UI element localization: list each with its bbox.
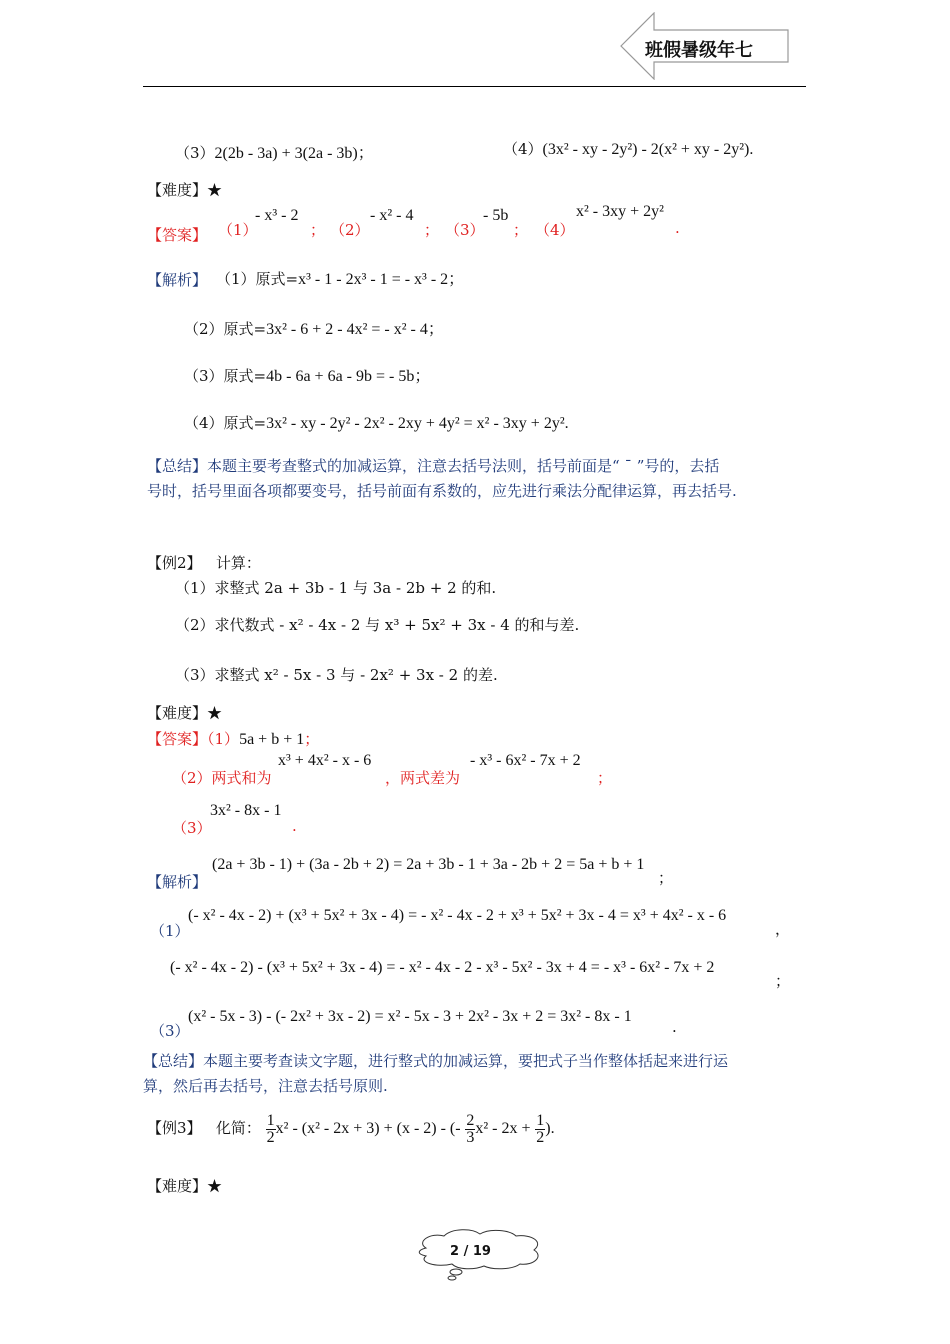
- ex1-answer-1: - x³ - 2: [255, 207, 299, 224]
- ex2-answer-2-label: （2）两式和为: [172, 769, 272, 787]
- separator: ；: [310, 221, 326, 239]
- ex2-analysis-2: (- x² - 4x - 2) - (x³ + 5x² + 3x - 4) = - x² - 4x - 2 - x³ - 5x² - 3x + 4 = - x³ - 6x² - 7x + 2: [170, 959, 715, 976]
- ex1-summary-line2: 号时，括号里面各项都要变号，括号前面有系数的，应先进行乘法分配律运算，再去括号.: [147, 482, 737, 500]
- ex1-analysis-label: 【解析】: [147, 271, 208, 289]
- ex1-answer-1-label: （1）: [218, 221, 258, 239]
- ex2-difficulty: 【难度】★: [147, 704, 223, 722]
- separator: .: [675, 219, 680, 237]
- header-rule: [143, 86, 806, 87]
- ex1-analysis-3: （3）原式=4b - 6a + 6a - 9b = - 5b；: [184, 367, 431, 385]
- ex2-analysis-3-label: （3）: [150, 1022, 190, 1040]
- ex1-answer-3-label: （3）: [445, 221, 485, 239]
- ex2-answer-1: 【答案】（1）5a + b + 1；: [147, 730, 320, 748]
- ex1-answer-4: x² - 3xy + 2y²: [576, 203, 664, 220]
- ex2-question-1: （1）求整式 2a + 3b - 1 与 3a - 2b + 2 的和.: [175, 579, 497, 597]
- separator: ；: [597, 769, 613, 787]
- fraction: $\frac{1}{2}$: [536, 1111, 545, 1146]
- ex2-answer-2-diff: - x³ - 6x² - 7x + 2: [470, 752, 581, 769]
- ex2-analysis-1-label: （1）: [150, 922, 190, 940]
- ex2-answer-3: 3x² - 8x - 1: [210, 802, 282, 819]
- ex1-analysis-1: （1）原式=x³ - 1 - 2x³ - 1 = - x³ - 2；: [216, 270, 465, 288]
- ex2-answer-3-label: （3）: [172, 819, 212, 837]
- ex1-answer-2-label: （2）: [330, 221, 370, 239]
- ex1-difficulty: 【难度】★: [147, 181, 223, 199]
- ex2-summary-line2: 算，然后再去括号，注意去括号原则.: [143, 1077, 388, 1095]
- separator: ；: [775, 972, 791, 990]
- ex2-analysis-3: (x² - 5x - 3) - (- 2x² + 3x - 2) = x² - 5x - 3 + 2x² - 3x + 2 = 3x² - 8x - 1: [188, 1008, 632, 1025]
- separator: .: [292, 817, 297, 835]
- ex1-answer-4-label: （4）: [535, 221, 575, 239]
- ex2-analysis-0: (2a + 3b - 1) + (3a - 2b + 2) = 2a + 3b - 1 + 3a - 2b + 2 = 5a + b + 1: [212, 856, 645, 873]
- separator: ；: [424, 221, 440, 239]
- ex1-analysis-4: （4）原式=3x² - xy - 2y² - 2x² - 2xy + 4y² = x² - 3xy + 2y².: [184, 414, 569, 432]
- separator: .: [672, 1018, 677, 1036]
- separator: ，: [775, 920, 791, 938]
- ex2-question-2: （2）求代数式 - x² - 4x - 2 与 x³ + 5x² + 3x - 4 的和与差.: [175, 616, 580, 634]
- ex2-title: 【例2】 计算：: [147, 554, 261, 572]
- ex2-question-3: （3）求整式 x² - 5x - 3 与 - 2x² + 3x - 2 的差.: [175, 666, 498, 684]
- fraction: $\frac{1}{2}$: [266, 1111, 275, 1146]
- ex2-summary-line1: 【总结】本题主要考查读文字题，进行整式的加减运算，要把式子当作整体括起来进行运: [143, 1052, 729, 1070]
- fraction: $\frac{2}{3}$: [466, 1111, 475, 1146]
- ex1-analysis-2: （2）原式=3x² - 6 + 2 - 4x² = - x² - 4；: [184, 320, 444, 338]
- ex2-answer-2-sum: x³ + 4x² - x - 6: [278, 752, 372, 769]
- ex1-answer-2: - x² - 4: [370, 207, 414, 224]
- header-title: 班假暑级年七: [645, 40, 753, 61]
- separator: ；: [513, 221, 529, 239]
- page-number: 2 / 19: [450, 1244, 491, 1259]
- ex1-q4: （4）(3x² - xy - 2y²) - 2(x² + xy - 2y²).: [503, 140, 754, 158]
- ex2-answer-2-mid: ，两式差为: [385, 769, 461, 787]
- ex1-answer-3: - 5b: [483, 207, 509, 224]
- ex1-summary-line1: 【总结】本题主要考查整式的加减运算，注意去括号法则，括号前面是“ ˉ ”号的，去括: [147, 457, 720, 475]
- ex2-analysis-1: (- x² - 4x - 2) + (x³ + 5x² + 3x - 4) = - x² - 4x - 2 + x³ + 5x² + 3x - 4 = x³ + 4x² - x - 6: [188, 907, 727, 924]
- ex3-difficulty: 【难度】★: [147, 1177, 223, 1195]
- separator: ；: [658, 869, 674, 887]
- ex2-analysis-label: 【解析】: [147, 873, 208, 891]
- ex3-problem: 【例3】 化简： $\frac{1}{2}$ x² - (x² - 2x + 3) + (x - 2) - (- $\frac{2}{3}$ x² - 2x + $\frac{1}{2}$ ).: [147, 1111, 555, 1146]
- ex1-q3: （3）2(2b - 3a) + 3(2a - 3b)；: [175, 144, 374, 162]
- ex1-answer-label: 【答案】: [147, 226, 208, 244]
